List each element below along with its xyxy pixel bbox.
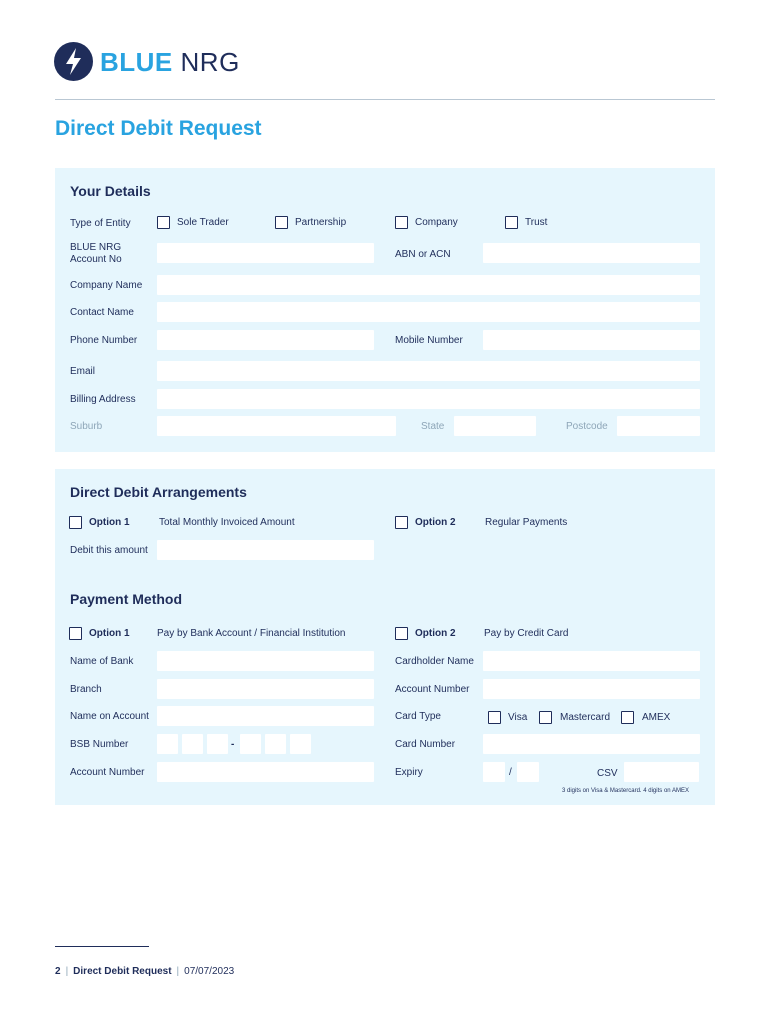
contact-name-label: Contact Name: [70, 307, 134, 318]
bsb-digit-3[interactable]: [207, 734, 228, 754]
footer-doc-title: Direct Debit Request: [73, 966, 172, 977]
contact-name-field[interactable]: [157, 302, 700, 322]
billing-address-field[interactable]: [157, 389, 700, 409]
company-label: Company: [415, 217, 458, 228]
postcode-label: Postcode: [566, 421, 608, 432]
header-divider: [55, 99, 715, 100]
postcode-field[interactable]: [617, 416, 700, 436]
card-account-number-label: Account Number: [395, 684, 470, 695]
payment-option1-label: Option 1: [89, 628, 130, 639]
branch-field[interactable]: [157, 679, 374, 699]
abn-label: ABN or ACN: [395, 249, 451, 260]
debit-amount-field[interactable]: [157, 540, 374, 560]
company-name-label: Company Name: [70, 280, 143, 291]
mastercard-label: Mastercard: [560, 712, 611, 723]
billing-address-label: Billing Address: [70, 394, 136, 405]
bank-name-label: Name of Bank: [70, 656, 134, 667]
debit-amount-label: Debit this amount: [70, 545, 148, 556]
your-details-heading: Your Details: [70, 183, 151, 199]
account-number-label: Account Number: [70, 767, 145, 778]
trust-checkbox[interactable]: [505, 216, 518, 229]
card-account-number-field[interactable]: [483, 679, 700, 699]
bsb-digit-5[interactable]: [265, 734, 286, 754]
arrangement-option2-desc: Regular Payments: [485, 517, 568, 528]
state-label: State: [421, 421, 445, 432]
visa-label: Visa: [508, 712, 528, 723]
footer-divider: [55, 946, 149, 947]
payment-option1-desc: Pay by Bank Account / Financial Institution: [157, 628, 346, 639]
company-checkbox[interactable]: [395, 216, 408, 229]
account-number-field[interactable]: [157, 762, 374, 782]
brand-logo: [54, 42, 254, 82]
footer-date: 07/07/2023: [184, 966, 235, 977]
arrangement-option1-desc: Total Monthly Invoiced Amount: [159, 517, 295, 528]
suburb-label: Suburb: [70, 421, 103, 432]
payment-option2-label: Option 2: [415, 628, 456, 639]
mobile-label: Mobile Number: [395, 335, 463, 346]
mastercard-checkbox[interactable]: [539, 711, 552, 724]
name-on-account-field[interactable]: [157, 706, 374, 726]
cardholder-field[interactable]: [483, 651, 700, 671]
bsb-digit-1[interactable]: [157, 734, 178, 754]
bsb-digit-6[interactable]: [290, 734, 311, 754]
card-number-label: Card Number: [395, 739, 456, 750]
phone-field[interactable]: [157, 330, 374, 350]
arrangement-option2-checkbox[interactable]: [395, 516, 408, 529]
cardholder-label: Cardholder Name: [395, 656, 474, 667]
expiry-month-field[interactable]: [483, 762, 505, 782]
mobile-field[interactable]: [483, 330, 700, 350]
company-name-field[interactable]: [157, 275, 700, 295]
payment-option1-checkbox[interactable]: [69, 627, 82, 640]
branch-label: Branch: [70, 684, 102, 695]
amex-label: AMEX: [642, 712, 671, 723]
account-no-label: BLUE NRG Account No: [70, 242, 122, 265]
type-of-entity-label: Type of Entity: [70, 218, 131, 229]
partnership-label: Partnership: [295, 217, 347, 228]
state-field[interactable]: [454, 416, 536, 436]
bsb-digit-2[interactable]: [182, 734, 203, 754]
name-on-account-label: Name on Account: [70, 711, 149, 722]
page-number: 2: [55, 966, 61, 977]
trust-label: Trust: [525, 217, 548, 228]
email-field[interactable]: [157, 361, 700, 381]
amex-checkbox[interactable]: [621, 711, 634, 724]
arrangement-option1-label: Option 1: [89, 517, 130, 528]
suburb-field[interactable]: [157, 416, 396, 436]
bank-name-field[interactable]: [157, 651, 374, 671]
page-title: Direct Debit Request: [55, 117, 262, 140]
phone-label: Phone Number: [70, 335, 138, 346]
visa-checkbox[interactable]: [488, 711, 501, 724]
lightning-bolt-icon: [54, 42, 93, 81]
sole-trader-checkbox[interactable]: [157, 216, 170, 229]
card-number-field[interactable]: [483, 734, 700, 754]
csv-label: CSV: [597, 768, 618, 779]
abn-field[interactable]: [483, 243, 700, 263]
expiry-year-field[interactable]: [517, 762, 539, 782]
brand-wordmark: BLUE NRG: [100, 47, 240, 77]
bsb-dash: -: [231, 739, 235, 750]
arrangement-option2-label: Option 2: [415, 517, 456, 528]
payment-option2-desc: Pay by Credit Card: [484, 628, 569, 639]
bsb-label: BSB Number: [70, 739, 129, 750]
arrangements-heading: Direct Debit Arrangements: [70, 484, 247, 500]
csv-note: 3 digits on Visa & Mastercard. 4 digits on AMEX: [562, 788, 689, 794]
account-no-field[interactable]: [157, 243, 374, 263]
bsb-digit-4[interactable]: [240, 734, 261, 754]
direct-debit-panel: [55, 469, 715, 805]
partnership-checkbox[interactable]: [275, 216, 288, 229]
expiry-label: Expiry: [395, 767, 423, 778]
payment-method-heading: Payment Method: [70, 591, 183, 607]
arrangement-option1-checkbox[interactable]: [69, 516, 82, 529]
sole-trader-label: Sole Trader: [177, 217, 229, 228]
page-footer: 2 | Direct Debit Request | 07/07/2023: [55, 966, 235, 977]
card-type-label: Card Type: [395, 711, 441, 722]
email-label: Email: [70, 366, 96, 377]
payment-option2-checkbox[interactable]: [395, 627, 408, 640]
expiry-separator: /: [509, 767, 512, 778]
csv-field[interactable]: [624, 762, 699, 782]
